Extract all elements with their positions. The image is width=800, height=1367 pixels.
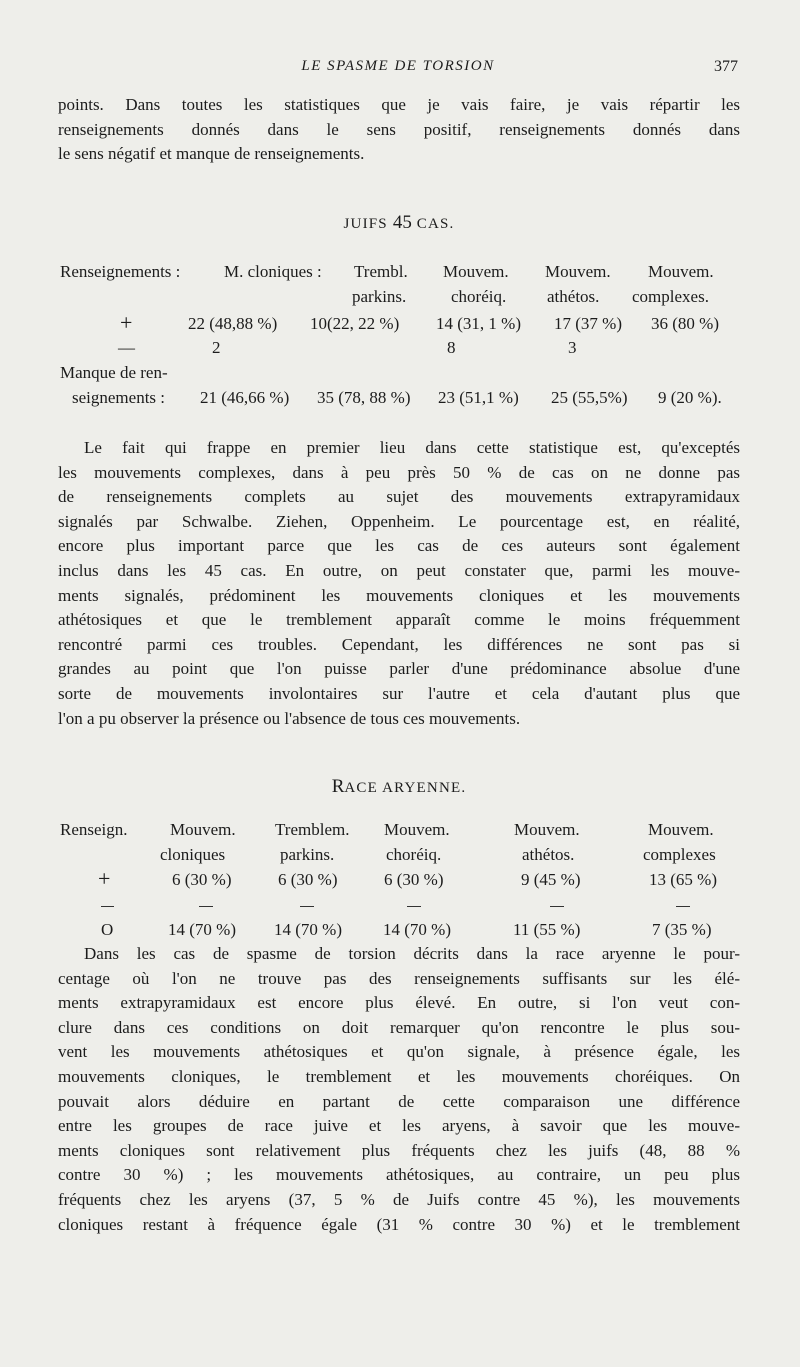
section-title-race-aryenne (58, 776, 740, 798)
cell-label: Manque de ren- (60, 363, 168, 382)
cell-header: Mouvem. (514, 820, 580, 839)
cell-header: Renseignements : (60, 262, 181, 281)
page-header (58, 58, 738, 82)
cell-header: Mouvem. (443, 262, 509, 281)
cell-value: 36 (80 %) (651, 314, 719, 333)
cell-value: 9 (45 %) (521, 870, 581, 889)
cell-header: Mouvem. (170, 820, 236, 839)
title-word: ACE ARYENNE. (344, 780, 467, 796)
cell-header: Mouvem. (648, 262, 714, 281)
cell-header: M. cloniques : (224, 262, 322, 281)
line: les mouvements complexes, dans à peu près 50 % de cas on ne donne pas (58, 462, 740, 482)
cell-value: 23 (51,1 %) (438, 388, 519, 407)
line: signalés par Schwalbe. Ziehen, Oppenheim. Le pourcentage est, en réalité, (58, 511, 740, 531)
line: vent les mouvements athétosiques et qu'on signale, à présence égale, les (58, 1042, 740, 1062)
section-title-juifs (58, 212, 740, 234)
line: Dans les cas de spasme de torsion décrits dans la race aryenne le pour- (84, 944, 740, 963)
title-word: CAS. (416, 216, 455, 232)
cell-value: 35 (78, 88 %) (317, 388, 411, 407)
line: fréquents chez les aryens (37, 5 % de Juifs contre 45 %), les mouvements (58, 1189, 740, 1209)
line: entre les groupes de race juive et les aryens, à savoir que les mouve- (58, 1116, 740, 1136)
cell-sign: O (101, 920, 114, 939)
line: de renseignements complets au sujet des mouvements extrapyramidaux (58, 487, 740, 507)
cell-header: parkins. (352, 287, 407, 306)
line: rencontré parmi ces troubles. Cependant, les différences ne sont pas si (58, 634, 740, 654)
cell-value: 7 (35 %) (652, 920, 712, 939)
title-initial: R (331, 776, 345, 797)
table-dash (300, 906, 314, 907)
cell-header: complexes (643, 845, 716, 864)
cell-header: cloniques (160, 845, 226, 864)
cell-value: 25 (55,5%) (551, 388, 628, 407)
line: points. Dans toutes les statistiques que je vais faire, je vais répartir les (58, 95, 740, 114)
title-word: JUIFS (343, 216, 388, 232)
table-dash (407, 906, 421, 907)
cell-value: 11 (55 %) (513, 920, 581, 939)
running-title: LE SPASME DE TORSION (301, 58, 495, 74)
cell-sign: + (98, 866, 111, 891)
cell-header: choréiq. (451, 287, 507, 306)
line: l'on a pu observer la présence ou l'absence de tous ces mouvements. (58, 708, 521, 728)
cell-header: complexes. (632, 287, 709, 306)
title-count: 45 (392, 212, 412, 233)
cell-value: 13 (65 %) (649, 870, 717, 889)
cell-value: 6 (30 %) (172, 870, 232, 889)
cell-header: Tremblem. (275, 820, 350, 839)
table-dash (101, 906, 114, 907)
cell-sign: — (118, 338, 135, 357)
cell-label: seignements : (72, 388, 166, 407)
line: ments cloniques sont relativement plus fréquents chez les juifs (48, 88 % (58, 1140, 740, 1160)
line: encore plus important parce que les cas de ces auteurs sont également (58, 536, 740, 556)
page-number: 377 (714, 58, 738, 75)
line: pouvait alors déduire en partant de cette comparaison une différence (58, 1091, 740, 1111)
table-dash (199, 906, 213, 907)
cell-header: Mouvem. (648, 820, 714, 839)
paragraph-2 (58, 436, 740, 731)
line: sorte de mouvements involontaires sur l'autre et cela d'autant plus que (58, 683, 740, 703)
cell-sign: + (120, 310, 133, 335)
line: grandes au point que l'on puisse parler d'une prédominance absolue d'une (58, 659, 740, 679)
cell-value: 9 (20 %). (658, 388, 722, 407)
cell-value: 10(22, 22 %) (310, 314, 400, 333)
cell-value: 3 (568, 338, 577, 357)
cell-header: choréiq. (386, 845, 442, 864)
cell-value: 14 (70 %) (168, 920, 236, 939)
line: Le fait qui frappe en premier lieu dans cette statistique est, qu'exceptés (84, 438, 740, 457)
line: athétosiques et que le tremblement apparaît comme le moins fréquemment (58, 610, 740, 630)
cell-header: athétos. (522, 845, 575, 864)
table-dash (550, 906, 564, 907)
cell-header: Trembl. (354, 262, 408, 281)
table-dash (676, 906, 690, 907)
cell-value: 14 (70 %) (274, 920, 342, 939)
cell-header: athétos. (547, 287, 600, 306)
line: ments signalés, prédominent les mouvements cloniques et les mouvements (58, 585, 740, 605)
cell-value: 17 (37 %) (554, 314, 622, 333)
cell-header: Mouvem. (384, 820, 450, 839)
line: centage où l'on ne trouve pas des renseignements suffisants sur les élé- (58, 968, 740, 988)
line: ments extrapyramidaux est encore plus élevé. En outre, si l'on veut con- (58, 993, 740, 1013)
cell-header: parkins. (280, 845, 335, 864)
line: inclus dans les 45 cas. En outre, on peut constater que, parmi les mouve- (58, 560, 740, 580)
cell-value: 21 (46,66 %) (200, 388, 290, 407)
paragraph-3 (58, 942, 740, 1237)
cell-value: 14 (31, 1 %) (436, 314, 521, 333)
cell-value: 8 (447, 338, 456, 357)
line: renseignements donnés dans le sens positif, renseignements donnés dans (58, 119, 740, 139)
line: le sens négatif et manque de renseignements. (58, 144, 365, 164)
cell-header: Mouvem. (545, 262, 611, 281)
cell-value: 6 (30 %) (384, 870, 444, 889)
line: cloniques restant à fréquence égale (31 % contre 30 %) et le tremblement (58, 1214, 740, 1234)
cell-value: 14 (70 %) (383, 920, 451, 939)
line: contre 30 %) ; les mouvements athétosiques, au contraire, un peu plus (58, 1165, 740, 1185)
cell-header: Renseign. (60, 820, 128, 839)
cell-value: 2 (212, 338, 221, 357)
paragraph-1 (58, 93, 740, 167)
cell-value: 6 (30 %) (278, 870, 338, 889)
line: mouvements cloniques, le tremblement et les mouvements choréiques. On (58, 1066, 740, 1086)
line: clure dans ces conditions on doit remarquer qu'on rencontre le plus sou- (58, 1017, 740, 1037)
cell-value: 22 (48,88 %) (188, 314, 278, 333)
